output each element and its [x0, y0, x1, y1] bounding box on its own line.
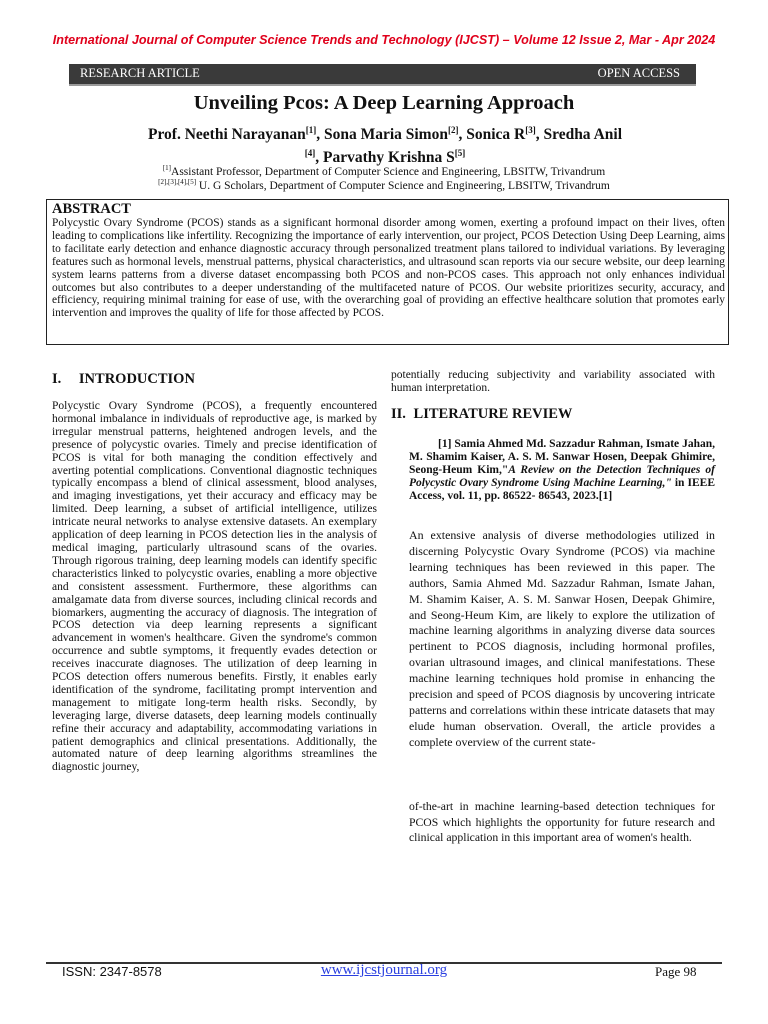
literature-text-continuation: of-the-art in machine learning-based detection techniques for PCOS which highlights the opportunity for future research and clinical application in this important area of women's health. — [409, 800, 715, 845]
author-mark: [2] — [447, 125, 459, 135]
paper-title: Unveiling Pcos: A Deep Learning Approach — [193, 92, 575, 114]
affiliation-mark: [1] — [162, 164, 172, 172]
footer-url-link[interactable]: www.ijcstjournal.org — [320, 962, 448, 978]
introduction-text: Polycystic Ovary Syndrome (PCOS), a frequently encountered hormonal imbalance in individuals of reproductive age, is marked by irregular menstrual patterns, heightened androgen levels, and the presence of polycystic ovaries. Timely and precise identification of PCOS is vital for both managing the condition effectively and averting potential complications. Conventional diagnostic techniques typically encompass a blend of clinical assessment, blood analyses, and imaging investigations, yet their accuracy and efficacy may be limited. Deep learning, a subset of artificial intelligence, utilizes intricate neural networks to analyse extensive datasets. An exemplary application of deep learning in PCOS detection lies in the analysis of medical imaging, particularly ultrasound scans of the ovaries. Through rigorous training, deep learning models can identify specific characteristics linked to polycystic ovaries, enabling a more objective and consistent assessment. Furthermore, these algorithms can amalgamate data from diverse sources, including clinical records and biomarkers, augmenting the accuracy of diagnosis. The integration of PCOS detection via deep learning represents a significant advancement in women's healthcare. Given the syndrome's common occurrence and subtle symptoms, it frequently evades detection or receives inaccurate diagnoses. The utilization of deep learning in PCOS detection offers numerous benefits. Firstly, it enables early identification of the syndrome, facilitating prompt intervention and management to mitigate long-term health risks. Secondly, by leveraging large, diverse datasets, deep learning models continually refine their accuracy and adaptability, accommodating variations in patient demographics and clinical presentations. Additionally, the automated nature of deep learning algorithms streamlines the diagnostic journey, — [52, 400, 377, 774]
reference-venue: in IEEE Access, vol. 11, pp. 86522- 86543, 2023.[1] — [409, 476, 715, 502]
reference-title: A Review on the Detection Techniques of Polycystic Ovary Syndrome Using Machine Learning," — [409, 463, 715, 489]
literature-text: An extensive analysis of diverse methodologies utilized in discerning Polycystic Ovary Syndrome (PCOS) via machine learning techniques has been reviewed in this paper. The authors, Samia Ahmed Md. Sazzadur Rahman, Ismate Jahan, M. Shamim Kaiser, A. S. M. Sanwar Hosen, Deepak Ghimire, and Seong-Heum Kim, are likely to explore the utilization of machine learning algorithms in analyzing diverse data sources pertinent to PCOS diagnosis, including hormonal profiles, ovarian ultrasound images, and clinical manifestations. These machine learning techniques hold promise in enhancing the precision and speed of PCOS diagnosis by uncovering intricate patterns and correlations within these intricate datasets that may elude human observation. Overall, the article provides a complete overview of the current state- — [409, 528, 715, 749]
reference-authors: Samia Ahmed Md. Sazzadur Rahman, Ismate Jahan, M. Shamim Kaiser, A. S. M. Sanwar Hosen, Deepak Ghimire, Seong-Heum Kim," — [409, 438, 715, 476]
article-type-label: RESEARCH ARTICLE — [80, 66, 200, 80]
abstract-box — [46, 199, 729, 345]
author-name: Parvathy Krishna S — [322, 149, 455, 167]
open-access-label: OPEN ACCESS — [597, 66, 680, 80]
footer-page-number: Page 98 — [655, 964, 697, 979]
abstract-text: Polycystic Ovary Syndrome (PCOS) stands as a significant hormonal disorder among women, exerting a profound impact on their lives, often leading to complications like infertility. Recognizing the importance of early intervention, our project, PCOS Detection Using Deep Learning, aims to facilitate early detection and enhance diagnostic accuracy through personalized treatment plans tailored to individual variations. By leveraging features such as hormonal levels, menstrual patterns, physical characteristics, and ultrasound scan reports via our secure website, our deep learning system learns patterns from a diverse dataset encompassing both PCOS and non-PCOS cases. This approach not only enhances individual outcomes but also contributes to a deeper understanding of the multifaceted nature of PCOS. Our website prioritizes security, accuracy, and efficiency, requiring minimal training for ease of use, with the overarching goal of providing an effective healthcare solution that promotes early intervention and improves the quality of life for those affected by PCOS. — [52, 217, 725, 320]
author-name: Sredha Anil — [543, 126, 623, 144]
reference-entry — [409, 438, 715, 503]
affiliation-line — [0, 164, 768, 178]
author-mark: [5] — [454, 148, 466, 159]
author-list: Prof. Neethi Narayanan[1], Sona Maria Simon[2], Sonica R[3], Sredha Anil [4], Parvathy Krishna S[5] — [147, 125, 623, 167]
affiliation-line — [0, 178, 768, 192]
affiliation-text: Assistant Professor, Department of Computer Science and Engineering, LBSITW, Trivandrum — [171, 165, 606, 178]
introduction-continuation: potentially reducing subjectivity and variability associated with human interpretation. — [391, 369, 715, 394]
section-heading-literature — [391, 406, 572, 423]
author-mark: [1] — [305, 125, 317, 135]
author-mark: [4] — [304, 148, 316, 159]
author-mark: [3] — [525, 125, 536, 135]
journal-header: International Journal of Computer Science Trends and Technology (IJCST) – Volume 12 Issue 2, Mar - Apr 2024 — [52, 33, 716, 47]
author-name: Sona Maria Simon — [323, 126, 448, 144]
footer-issn: ISSN: 2347-8578 — [62, 964, 162, 979]
section-heading-introduction — [52, 371, 195, 388]
section-title: LITERATURE REVIEW — [413, 406, 573, 422]
section-title: INTRODUCTION — [78, 371, 195, 387]
author-name: Prof. Neethi Narayanan — [147, 126, 306, 144]
section-number: I. — [52, 371, 62, 387]
author-name: Sonica R — [466, 126, 526, 144]
article-banner — [69, 64, 696, 86]
section-number: II. — [391, 406, 406, 422]
affiliation-mark: [2],[3],[4],[5] — [158, 178, 197, 186]
reference-number: [1] — [438, 438, 452, 450]
affiliation-text: U. G Scholars, Department of Computer Science and Engineering, LBSITW, Trivandrum — [198, 179, 610, 192]
abstract-heading: ABSTRACT — [52, 201, 131, 217]
